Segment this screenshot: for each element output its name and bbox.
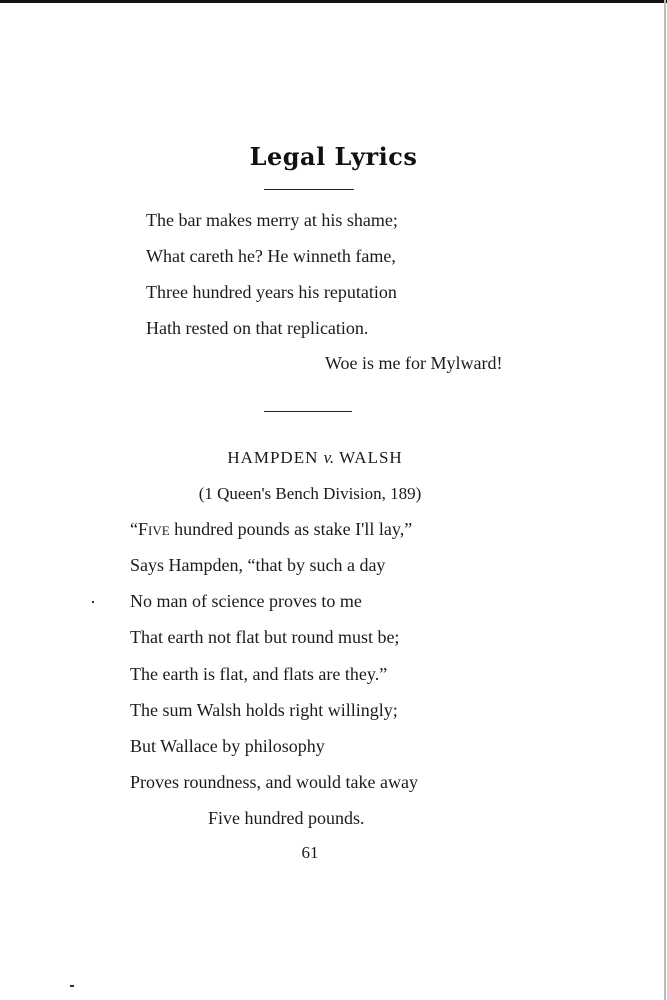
poem-2-line-8: Proves roundness, and would take away (130, 772, 418, 792)
poem-2-line-2: Says Hampden, “that by such a day (130, 555, 386, 575)
poem-2-line-4: That earth not flat but round must be; (130, 627, 400, 647)
stanza-1-line-2: What careth he? He winneth fame, (146, 246, 396, 266)
poem-2-closing: Five hundred pounds. (208, 808, 365, 828)
poem-title (0, 448, 630, 468)
stanza-1-line-4: Hath rested on that replication. (146, 318, 369, 338)
stanza-1-refrain: Woe is me for Mylward! (325, 353, 503, 373)
running-head: Legal Lyrics (249, 142, 418, 171)
poem-2-line-1 (130, 519, 412, 540)
stanza-1-line-1: The bar makes merry at his shame; (146, 210, 398, 230)
page-number: 61 (301, 843, 319, 862)
first-word: Five (138, 519, 170, 539)
page-top-edge (0, 0, 667, 3)
title-versus: v. (323, 448, 335, 467)
scan-edge (664, 0, 666, 1000)
first-line-rest: hundred pounds as stake I'll lay,” (169, 519, 413, 539)
scan-speck (92, 601, 94, 603)
stanza-1-line-3: Three hundred years his reputation (146, 282, 397, 302)
poem-citation: (1 Queen's Bench Division, 189) (198, 484, 422, 503)
poem-2-line-6: The sum Walsh holds right willingly; (130, 700, 398, 720)
section-rule (264, 411, 352, 412)
poem-2-line-5: The earth is flat, and flats are they.” (130, 664, 388, 684)
scan-speck (70, 985, 74, 987)
open-quote: “ (130, 519, 138, 539)
title-plaintiff: HAMPDEN (227, 448, 319, 467)
head-rule (264, 189, 354, 190)
poem-2-line-7: But Wallace by philosophy (130, 736, 325, 756)
title-defendant: WALSH (339, 448, 403, 467)
poem-2-line-3: No man of science proves to me (130, 591, 362, 611)
